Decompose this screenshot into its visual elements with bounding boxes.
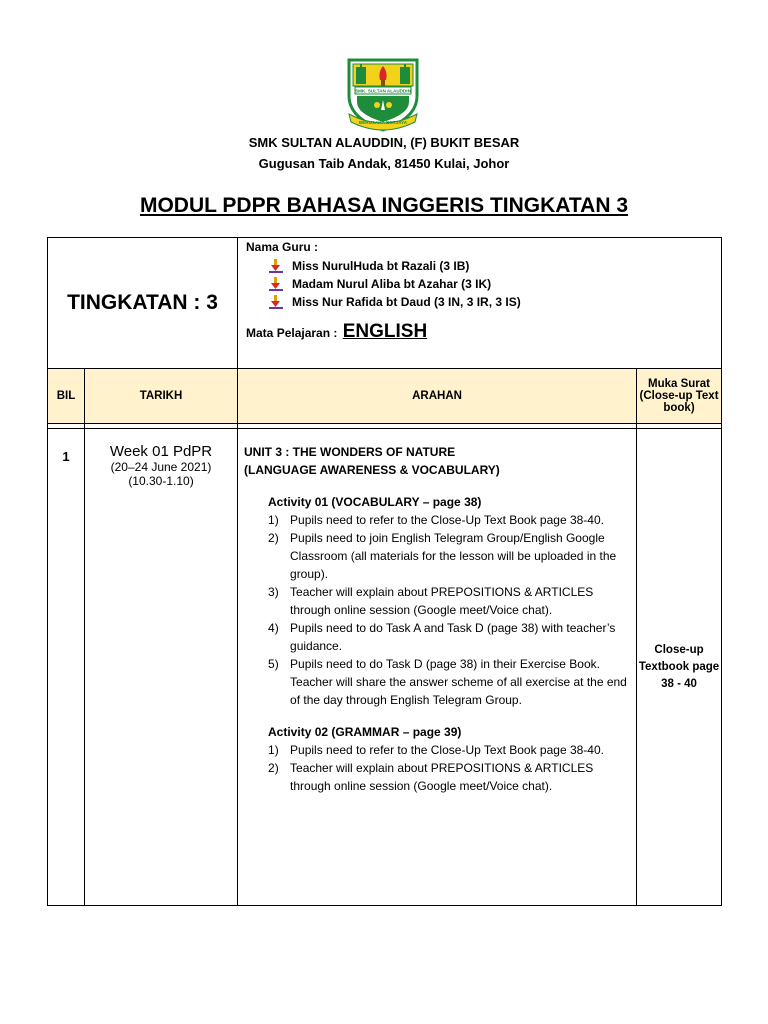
teacher-name: Madam Nurul Aliba bt Azahar (3 IK) [292,277,492,291]
teacher-item [268,293,715,311]
teacher-item [268,275,715,293]
list-item: 3) Teacher will explain about PREPOSITIONS & ARTICLES through online session (Google meet/Voice chat). [268,585,594,617]
step-text: Pupils need to join English Telegram Group/English Google Classroom (all materials for the lesson will be uploaded in the group). [290,531,617,581]
header-arahan: ARAHAN [238,369,637,424]
tingkatan-label: TINGKATAN : 3 [67,291,218,314]
nama-guru-label: Nama Guru : [246,240,319,254]
document-title: MODUL PDPR BAHASA INGGERIS TINGKATAN 3 [139,194,629,217]
school-address: Gugusan Taib Andak, 81450 Kulai, Johor [258,156,510,171]
step-text: Pupils need to refer to the Close-Up Text Book page 38-40. [290,513,604,527]
time-range: (10.30-1.10) [128,474,194,488]
week-label: Week 01 PdPR [109,443,213,460]
list-item: 5) Pupils need to do Task D (page 38) in their Exercise Book. Teacher will share the answer scheme of all exercise at the end of the day through English Telegram Group. [268,657,627,707]
crest-motto-text: BERUSAHA BERJAYA [358,120,408,125]
subject-line [246,321,715,343]
teacher-item [268,257,715,275]
list-item: 4) Pupils need to do Task A and Task D (page 38) with teacher’s guidance. [268,621,616,653]
crest-school-text: SMK. SULTAN ALAUDDIN [355,88,411,94]
module-table [47,237,722,906]
activity-title: Activity 01 (VOCABULARY – page 38) [268,495,482,509]
tingkatan-cell [48,238,238,369]
table-header-row [48,369,722,424]
list-item: 1) Pupils need to refer to the Close-Up Text Book page 38-40. [268,513,604,527]
teacher-name: Miss Nur Rafida bt Daud (3 IN, 3 IR, 3 IS) [292,295,521,309]
row-muka-surat: Close-up Textbook page 38 - 40 [637,429,722,906]
activity-1-steps [244,511,630,709]
list-item: 2) Teacher will explain about PREPOSITIONS & ARTICLES through online session (Google meet/Voice chat). [268,761,594,793]
table-row [48,429,722,906]
subject-value: ENGLISH [342,321,428,342]
info-row [48,238,722,369]
teacher-list [246,257,715,311]
step-text: Teacher will explain about PREPOSITIONS & ARTICLES through online session (Google meet/Voice chat). [290,585,594,617]
unit-title: UNIT 3 : THE WONDERS OF NATURE [244,445,456,459]
activity-title: Activity 02 (GRAMMAR – page 39) [268,725,462,739]
row-arahan [238,429,637,906]
list-item: 2) Pupils need to join English Telegram Group/English Google Classroom (all materials for the lesson will be uploaded in the group). [268,531,617,581]
date-range: (20–24 June 2021) [110,460,212,474]
step-text: Pupils need to do Task D (page 38) in their Exercise Book. Teacher will share the answer scheme of all exercise at the end of the day through English Telegram Group. [290,657,627,707]
teacher-name: Miss NurulHuda bt Razali (3 IB) [292,259,470,273]
header-bil: BIL [48,369,85,424]
arrow-bullet-icon [268,259,284,273]
step-text: Pupils need to do Task A and Task D (page 38) with teacher’s guidance. [290,621,616,653]
activity-2-steps [244,741,630,795]
row-bil: 1 [48,429,85,906]
teacher-info-cell [238,238,722,369]
unit-subtitle: (LANGUAGE AWARENESS & VOCABULARY) [244,463,500,477]
step-text: Pupils need to refer to the Close-Up Text Book page 38-40. [290,743,604,757]
list-item: 1) Pupils need to refer to the Close-Up Text Book page 38-40. [268,743,604,757]
subject-label: Mata Pelajaran : [246,326,338,340]
school-name: SMK SULTAN ALAUDDIN, (F) BUKIT BESAR [248,135,520,150]
arrow-bullet-icon [268,277,284,291]
row-tarikh [85,429,238,906]
school-crest-logo [343,52,423,132]
step-text: Teacher will explain about PREPOSITIONS & ARTICLES through online session (Google meet/Voice chat). [290,761,594,793]
header-tarikh: TARIKH [85,369,238,424]
header-muka-surat: Muka Surat (Close-up Text book) [637,369,722,424]
arrow-bullet-icon [268,295,284,309]
